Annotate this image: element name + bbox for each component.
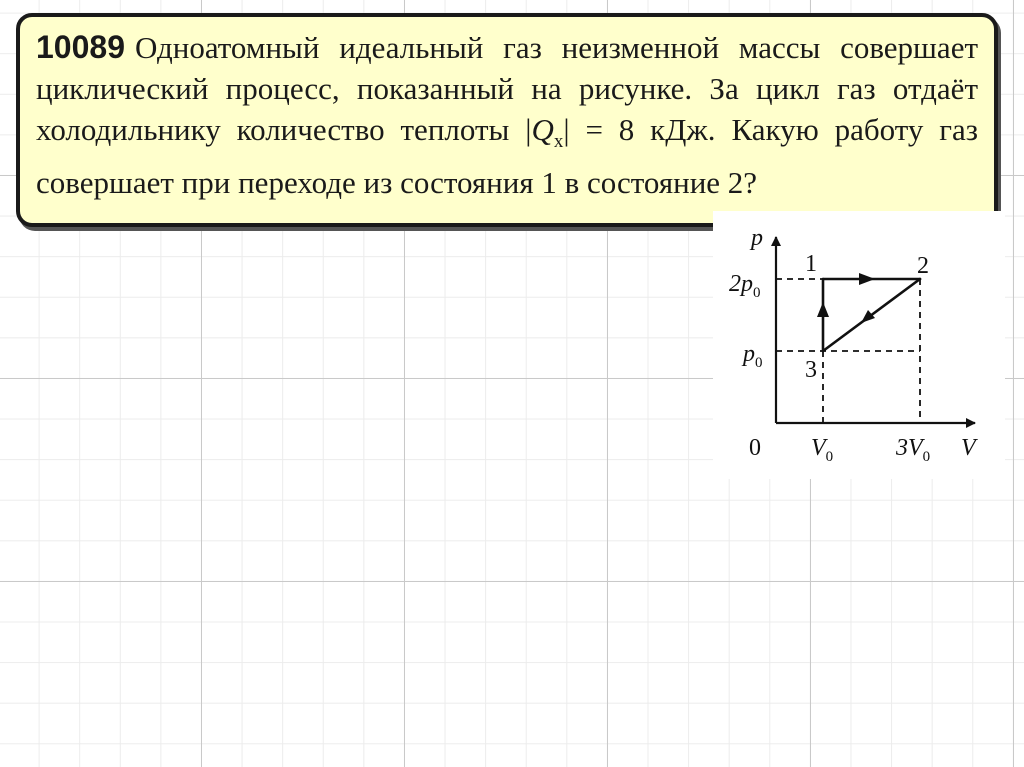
arrow-2-3 (861, 310, 875, 323)
tick-2p0: $2p_0$ (729, 271, 761, 301)
heat-subscript: х (553, 131, 564, 153)
tick-p0: $p_0$ (743, 341, 763, 371)
problem-text-part1: Одноатомный идеальный газ неизменной массы совершает циклический процесс, показанный на рисунке. За цикл газ отдаёт холодильнику количество теплоты (36, 30, 978, 147)
pv-diagram-svg (713, 211, 1005, 479)
origin-label: 0 (749, 435, 761, 461)
tick-3v0: $3V_0$ (896, 435, 931, 465)
axis-v-label: V (961, 435, 976, 461)
problem-card (16, 13, 998, 227)
problem-text-part2: = 8 кДж. Какую работу газ совершает при переходе из состояния 1 в состояние 2? (36, 112, 978, 201)
problem-statement (36, 27, 978, 203)
state-label-1: 1 (805, 251, 817, 277)
tick-v0: $V_0$ (811, 435, 834, 465)
arrow-1-2 (859, 273, 875, 285)
arrow-3-1 (817, 302, 829, 317)
heat-quantity: $|Q_х|$ (525, 112, 570, 153)
pv-diagram (713, 211, 1005, 479)
heat-symbol: Q (531, 112, 554, 147)
axis-p-label: p (751, 225, 763, 251)
problem-number: 10089 (36, 29, 125, 65)
state-label-3: 3 (805, 357, 817, 383)
state-label-2: 2 (917, 253, 929, 279)
